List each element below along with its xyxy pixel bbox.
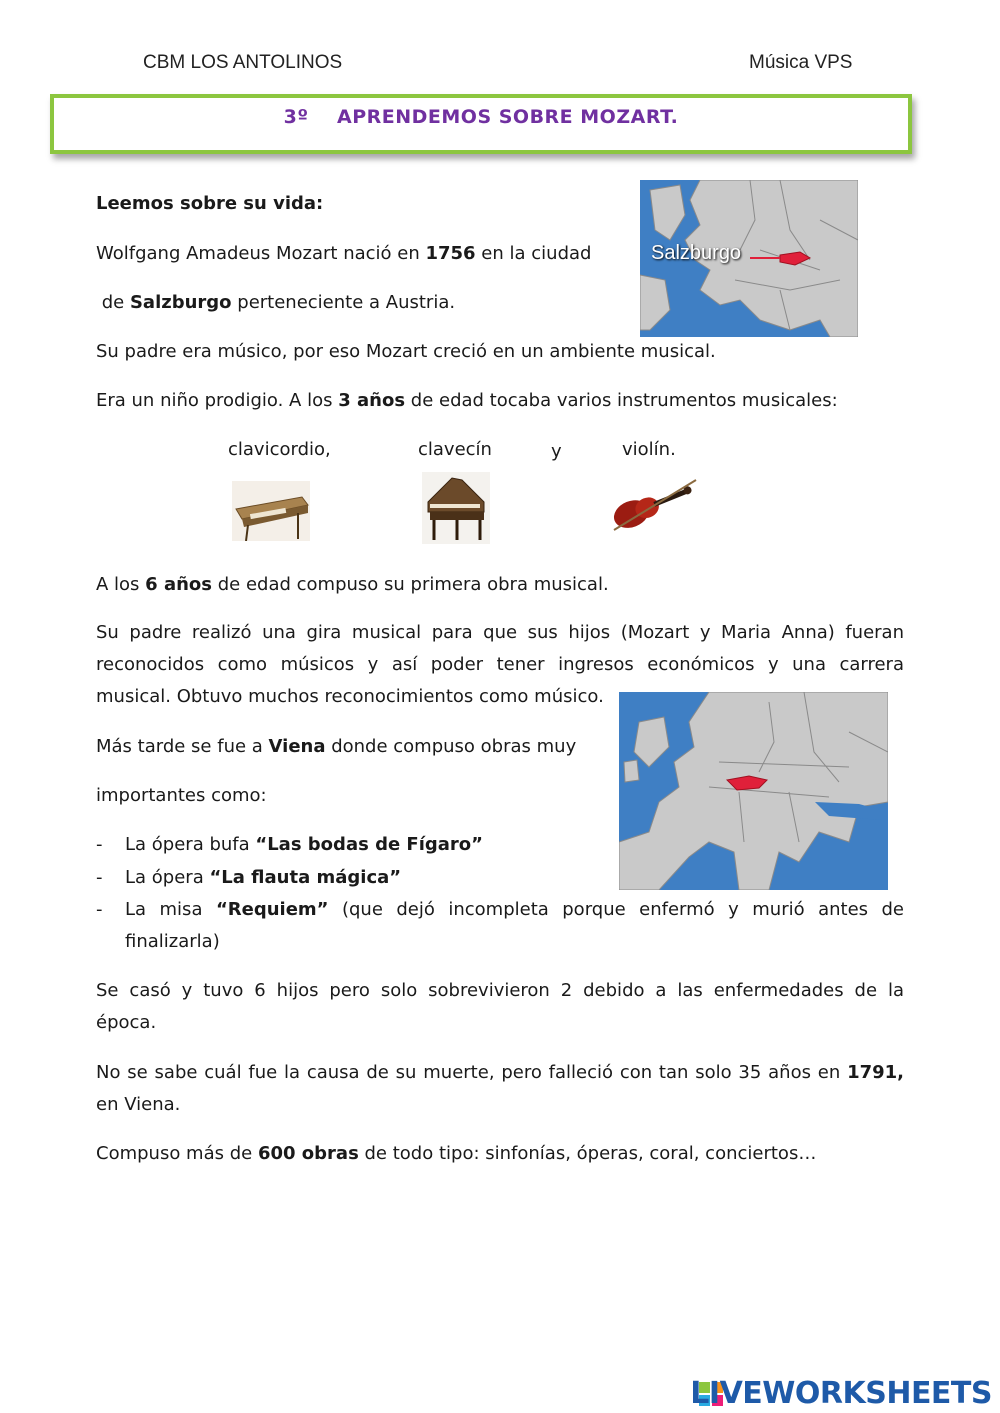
violin-image [604,472,699,536]
age-6: 6 años [145,574,212,595]
instrument-label-harpsichord: clavecín [418,439,492,460]
list-bullet: - [96,899,103,920]
text: en la ciudad [475,243,592,264]
vienna-map [619,692,888,890]
school-name: CBM LOS ANTOLINOS [143,52,343,73]
age-3: 3 años [338,390,406,411]
paragraph-father: Su padre era músico, por eso Mozart creció en un ambiente musical. [96,341,716,362]
text: donde compuso obras muy [325,736,577,757]
text: La misa [125,899,216,920]
city-vienna: Viena [268,736,326,757]
paragraph-tour-line-3: musical. Obtuvo muchos reconocimientos como músico. [96,686,604,707]
paragraph-birth [96,238,591,270]
text: La ópera bufa [125,834,256,855]
clavichord-image [232,481,310,541]
text: (que dejó incompleta porque enfermó y murió antes de [328,899,904,920]
list-item [96,862,401,894]
paragraph-death-place: en Viena. [96,1094,181,1115]
harpsichord-image [422,472,490,544]
instrument-conjunction: y [551,441,562,462]
instrument-label-clavichord: clavicordio, [228,439,331,460]
birth-year: 1756 [425,243,476,264]
text: A los [96,574,146,595]
paragraph-children-line-1: Se casó y tuvo 6 hijos pero solo sobrevivieron 2 debido a las enfermedades de la [96,980,904,1001]
text: de todo tipo: sinfonías, óperas, coral, conciertos… [358,1143,817,1164]
list-item-continuation: finalizarla) [125,931,220,952]
paragraph-vienna [96,731,576,763]
city-name: Salzburgo [129,292,232,313]
map-label-salzburgo: Salzburgo [651,242,742,264]
text: Más tarde se fue a [96,736,269,757]
paragraph-prodigy [96,385,838,417]
page-title: 3º APRENDEMOS SOBRE MOZART. [283,106,679,128]
paragraph-city [96,287,455,319]
text: de edad compuso su primera obra musical. [212,574,609,595]
instrument-label-violin: violín. [622,439,676,460]
text: Wolfgang Amadeus Mozart nació en [96,243,426,264]
salzburg-map [640,180,858,337]
list-item [96,894,116,926]
text: perteneciente a Austria. [231,292,456,313]
liveworksheets-brand[interactable]: LIVEWORKSHEETS [690,1376,992,1411]
text: de edad tocaba varios instrumentos musicales: [405,390,838,411]
text: de [96,292,130,313]
list-bullet: - [96,834,103,855]
list-bullet: - [96,867,103,888]
text: La ópera [125,867,210,888]
text: Era un niño prodigio. A los [96,390,339,411]
death-year: 1791, [847,1062,904,1083]
works-count: 600 obras [257,1143,359,1164]
paragraph-tour-line-1: Su padre realizó una gira musical para que sus hijos (Mozart y Maria Anna) fueran [96,622,904,643]
list-item-text [125,894,904,926]
intro-heading: Leemos sobre su vida: [96,193,324,214]
paragraph-first-work [96,569,609,601]
text: No se sabe cuál fue la causa de su muerte, pero falleció con tan solo 35 años en [96,1062,848,1083]
paragraph-tour-line-2: reconocidos como músicos y así poder tener ingresos económicos y una carrera [96,654,904,675]
paragraph-works [96,1138,816,1170]
work-title: “La flauta mágica” [209,867,402,888]
text: Compuso más de [96,1143,258,1164]
list-item [96,829,483,861]
europe-map-graphic [619,692,888,890]
subject-name: Música VPS [749,52,853,73]
paragraph-children-line-2: época. [96,1012,157,1033]
work-title: “Las bodas de Fígaro” [255,834,483,855]
paragraph-important: importantes como: [96,785,267,806]
paragraph-death [96,1057,904,1089]
work-title: “Requiem” [215,899,329,920]
